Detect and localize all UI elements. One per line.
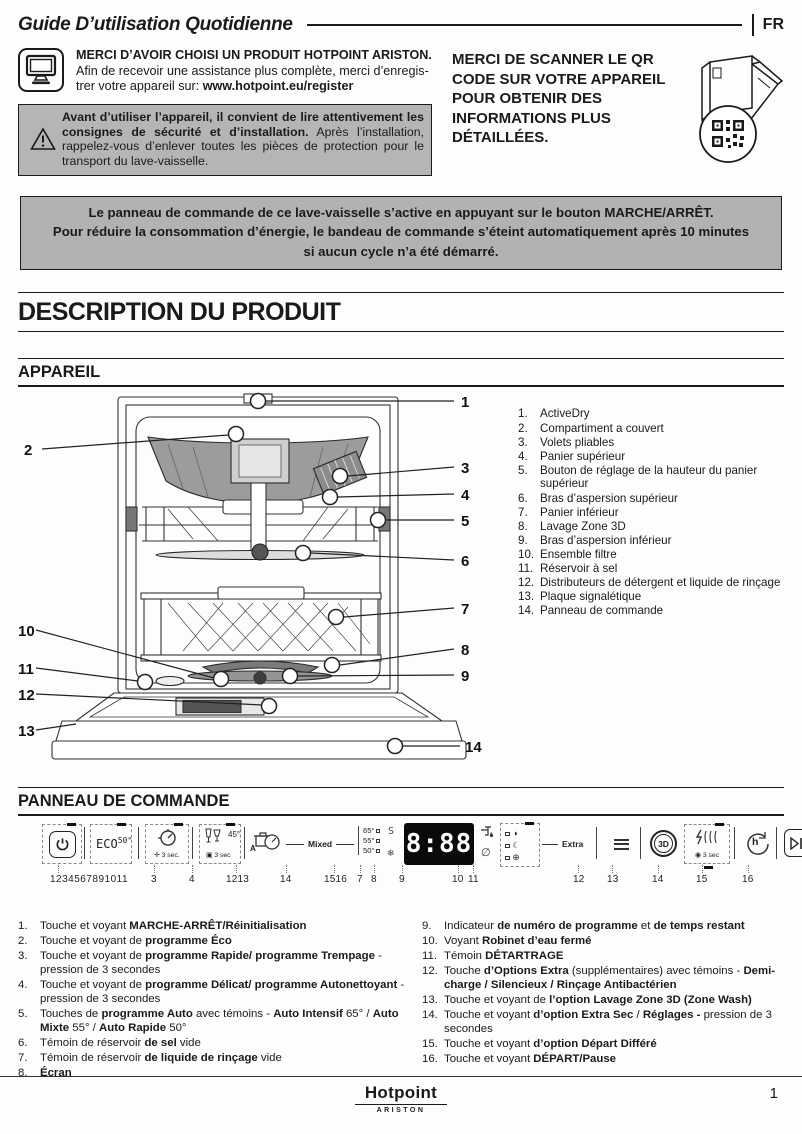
diagram-callout-1: 1 <box>461 394 470 412</box>
diagram-callout-10: 10 <box>18 623 35 641</box>
section-title-panneau: PANNEAU DE COMMANDE <box>18 788 784 816</box>
item-number: 13. <box>518 590 535 604</box>
legend-item <box>422 1009 784 1037</box>
warning-bold: Avant d’utiliser l’appareil, il convient de lire attentivement les consignes de sécurité et d’installation. <box>62 109 424 139</box>
item-text: Bouton de réglage de la hauteur du panier supérieur <box>540 463 758 491</box>
panel-callout-cluster: 1234567891011 <box>50 874 129 886</box>
zone-wash-3d-icon: 3D <box>650 830 677 857</box>
legend-item-number: 11. <box>422 950 437 963</box>
legend-item-text: Touche et voyant de programme Rapide/ programme Trempage - pression de 3 secondes <box>40 950 382 977</box>
diagram-callout-7: 7 <box>461 601 470 619</box>
appareil-section <box>18 389 784 769</box>
option-half-load: ◑ <box>505 827 539 839</box>
legend-item-text: Touche et voyant MARCHE-ARRÊT/Réinitialisation <box>40 920 307 933</box>
mixed-line-left <box>286 844 304 845</box>
silent-led <box>505 844 510 849</box>
appareil-list-item <box>516 590 786 604</box>
legend-item-number: 4. <box>18 979 28 992</box>
panel-callout-10: 10 <box>452 874 464 886</box>
legend-item <box>422 994 784 1008</box>
appareil-list-item <box>516 604 786 618</box>
section-appareil-rule <box>18 358 784 387</box>
temp-55-led <box>376 839 380 843</box>
temp-50: 50° <box>363 846 380 856</box>
legend-item <box>18 1037 410 1051</box>
item-number: 12. <box>518 576 535 590</box>
appareil-list-item <box>516 450 786 464</box>
legend-item-text: Témoin DÉTARTRAGE <box>444 950 564 963</box>
panel-callout-4: 4 <box>189 874 195 886</box>
dishwasher-diagram <box>18 389 510 769</box>
legend-item-text: Touches de programme Auto avec témoins - Auto Intensif 65° / Auto Mixte 55° / Auto Rapide 50° <box>40 1007 399 1034</box>
appareil-parts-list <box>516 407 786 769</box>
half-load-led <box>505 832 510 837</box>
legend-item-number: 9. <box>422 920 432 933</box>
appareil-list-item <box>516 548 786 562</box>
item-text: Réservoir à sel <box>540 562 618 575</box>
item-number: 7. <box>518 505 528 519</box>
rapide-icon <box>158 829 178 847</box>
thanks-bold: MERCI D’AVOIR CHOISI UN PRODUIT HOTPOINT ARISTON. <box>76 48 432 62</box>
item-text: Bras d’aspersion supérieur <box>540 491 678 505</box>
intro-section <box>18 48 784 176</box>
glass-icons <box>204 828 230 844</box>
panel-divider <box>138 827 139 859</box>
power-icon <box>49 831 76 858</box>
auto-program-icon <box>250 828 280 854</box>
legend-item-text: Touche et voyant de l’option Lavage Zone 3D (Zone Wash) <box>444 994 752 1006</box>
auto-temps-list <box>358 826 380 855</box>
legend-item-number: 1. <box>18 920 28 933</box>
intro-left <box>18 48 432 176</box>
legend-item-text: Voyant Robinet d’eau fermé <box>444 935 592 948</box>
qr-instruction-text: MERCI DE SCANNER LE QR CODE SUR VOTRE APPAREIL POUR OBTENIR DES INFORMATIONS PLUS DÉTAILLÉES. <box>452 51 666 146</box>
appareil-list-item <box>516 436 786 450</box>
diagram-callout-11: 11 <box>18 661 34 679</box>
callout-leader <box>192 865 193 873</box>
diagram-callout-9: 9 <box>461 668 470 686</box>
panel-callout-14: 14 <box>280 874 292 886</box>
appareil-list-item <box>516 576 786 590</box>
panel-divider <box>244 827 245 859</box>
extra-options-box <box>500 823 540 867</box>
legend-item-number: 6. <box>18 1036 28 1049</box>
extra-sec-icon <box>695 829 719 845</box>
seven-segment-display: 8:88 <box>404 823 474 865</box>
eco-temp: 50° <box>117 836 133 846</box>
legend-item <box>422 920 784 934</box>
monitor-icon <box>18 48 64 92</box>
callout-leader <box>658 865 659 873</box>
callout-leader <box>702 865 703 873</box>
appareil-list-item <box>516 520 786 534</box>
mixed-label: Mixed <box>308 839 333 850</box>
item-text: Lavage Zone 3D <box>540 519 626 533</box>
callout-leader <box>154 865 155 873</box>
panel-callout-9: 9 <box>399 874 405 886</box>
diagram-callout-3: 3 <box>461 460 470 478</box>
panel-callout-13: 13 <box>607 874 619 886</box>
water-tap-icon <box>480 826 495 839</box>
legend-item <box>18 950 410 978</box>
legend-item <box>422 935 784 949</box>
mixed-line-right <box>336 844 354 845</box>
brand-subname: ARISTON <box>376 1107 426 1114</box>
appareil-list-item <box>516 464 786 491</box>
item-text: Ensemble filtre <box>540 547 617 561</box>
register-note <box>18 48 432 95</box>
thanks-line1: Afin de recevoir une assistance plus complète, merci d’enregis- <box>76 63 429 78</box>
panel-callout-1516: 1516 <box>324 874 348 886</box>
item-text: Bras d’aspersion inférieur <box>540 533 672 547</box>
extra-sec-hold-label: ◉ 3 sec <box>695 852 720 860</box>
appareil-list-item <box>516 534 786 548</box>
panel-legend <box>18 920 784 1081</box>
item-text: Panier inférieur <box>540 505 619 519</box>
item-number: 9. <box>518 533 528 547</box>
legend-item-text: Témoin de réservoir de liquide de rinçage vide <box>40 1051 282 1064</box>
safety-warning-box <box>18 104 432 176</box>
item-text: Volets pliables <box>540 435 615 449</box>
temp-50-led <box>376 849 380 853</box>
rinse-aid-indicator: ❄ <box>387 848 395 859</box>
eco-label: ECO <box>96 837 118 852</box>
callout-leader <box>612 865 613 873</box>
callout-leader <box>374 865 375 873</box>
delicat-hold-label: ▣ 3 sec <box>206 852 231 860</box>
legend-item <box>18 1008 410 1036</box>
panel-divider <box>640 827 641 859</box>
legend-right-column <box>422 920 784 1081</box>
diagram-callout-4: 4 <box>461 487 470 505</box>
warning-text <box>62 110 424 169</box>
delay-start-icon: h <box>744 830 770 856</box>
section-title-description: DESCRIPTION DU PRODUIT <box>18 293 784 332</box>
item-text: Panneau de commande <box>540 604 664 618</box>
banner-line2: Pour réduire la consommation d’énergie, le bandeau de commande s’éteint automatiquement après 10 minutes <box>52 224 750 240</box>
diagram-callout-8: 8 <box>461 642 470 660</box>
panel-callout-16: 16 <box>742 874 754 886</box>
callout-leader <box>473 865 474 873</box>
appareil-list-item <box>516 492 786 506</box>
intro-right <box>452 48 784 176</box>
warning-rest: Après l’installation, rappelez-vous d’enlever toutes les pièces de protection pour le transport du lave-vaisselle. <box>62 124 424 169</box>
extra-label: Extra <box>562 839 584 850</box>
temp-65: 65° <box>363 826 380 836</box>
power-info-banner <box>20 196 782 271</box>
panel-callout-12: 12 <box>573 874 585 886</box>
page-footer <box>0 1076 802 1114</box>
item-text: ActiveDry <box>540 407 590 421</box>
legend-item <box>18 1052 410 1066</box>
item-number: 14. <box>518 604 535 618</box>
legend-item-number: 14. <box>422 1008 438 1021</box>
callout-leader <box>58 865 59 873</box>
legend-item-text: Touche et voyant d’option Départ Différé <box>444 1037 657 1050</box>
panel-divider <box>192 827 193 859</box>
banner-line1: Le panneau de commande de ce lave-vaisselle s’active en appuyant sur le bouton MARCHE/ARRÊT. <box>88 204 714 220</box>
item-number: 6. <box>518 491 528 505</box>
legend-item-number: 16. <box>422 1052 438 1065</box>
header-rule <box>307 24 742 26</box>
appareil-list-item <box>516 562 786 576</box>
legend-item-number: 15. <box>422 1037 438 1050</box>
start-pause-icon <box>784 829 802 857</box>
legend-item-number: 8. <box>18 1066 28 1079</box>
legend-item-number: 3. <box>18 950 28 963</box>
legend-left-column <box>18 920 410 1081</box>
salt-indicator: S <box>388 826 395 838</box>
legend-item <box>422 1053 784 1067</box>
delicat-program-box <box>199 824 241 864</box>
panel-callout-7: 7 <box>357 874 363 886</box>
rapide-program-box <box>145 824 189 864</box>
register-url: www.hotpoint.eu/register <box>202 79 354 94</box>
callout-leader <box>360 865 361 873</box>
callout-leader <box>578 865 579 873</box>
register-text <box>76 48 432 95</box>
callout-leader <box>236 865 237 873</box>
appareil-list-item <box>516 407 786 421</box>
banner-line3: si aucun cycle n’a été démarré. <box>303 243 499 259</box>
item-number: 4. <box>518 449 528 463</box>
legend-item-text: Touche et voyant d’option Extra Sec / Réglages - pression de 3 secondes <box>444 1008 772 1035</box>
page-title: Guide D’utilisation Quotidienne <box>18 14 293 35</box>
callout-leader <box>458 865 459 873</box>
eco-program-box <box>90 824 132 864</box>
section-panneau-rule <box>18 787 784 816</box>
power-button-box <box>42 824 82 864</box>
diagram-callout-13: 13 <box>18 723 35 741</box>
panel-callout-14b: 14 <box>652 874 664 886</box>
appareil-list-item <box>516 506 786 520</box>
delicat-temp: 45° <box>228 830 241 840</box>
panel-divider <box>596 827 597 859</box>
brand-name: Hotpoint <box>355 1083 447 1105</box>
brand-logo <box>326 1083 476 1114</box>
item-number: 8. <box>518 519 528 533</box>
panel-callout-15: 15 <box>696 874 708 886</box>
panel-callout-8: 8 <box>371 874 377 886</box>
diagram-callout-12: 12 <box>18 687 35 705</box>
panel-callout-1213: 1213 <box>226 874 250 886</box>
legend-item-text: Écran <box>40 1066 72 1079</box>
auto-letter: A <box>250 844 256 854</box>
legend-item-number: 12. <box>422 965 438 978</box>
legend-item-text: Touche et voyant de programme Éco <box>40 935 232 948</box>
panel-callout-3: 3 <box>151 874 157 886</box>
panel-divider <box>776 827 777 859</box>
legend-item-number: 2. <box>18 935 28 948</box>
legend-item-text: Indicateur de numéro de programme et de temps restant <box>444 920 745 933</box>
legend-item-number: 10. <box>422 935 438 948</box>
panel-divider <box>734 827 735 859</box>
callout-leader <box>402 865 403 873</box>
legend-item <box>422 965 784 993</box>
item-number: 10. <box>518 547 535 561</box>
legend-item <box>422 950 784 964</box>
legend-item <box>18 920 410 934</box>
diagram-callout-6: 6 <box>461 553 470 571</box>
legend-item <box>422 1038 784 1052</box>
item-number: 2. <box>518 421 528 435</box>
panel-callout-11: 11 <box>468 874 479 886</box>
item-number: 3. <box>518 435 528 449</box>
callout-leader <box>286 865 287 873</box>
warning-triangle-icon <box>24 127 62 151</box>
temp-55: 55° <box>363 836 380 846</box>
item-text: Panier supérieur <box>540 449 626 463</box>
item-number: 11. <box>518 562 534 575</box>
diagram-callout-2: 2 <box>24 442 33 460</box>
item-text: Compartiment a couvert <box>540 421 664 435</box>
extra-line <box>542 844 558 845</box>
language-badge: FR <box>752 14 784 36</box>
legend-item-number: 13. <box>422 994 438 1006</box>
antibacterial-led <box>505 856 510 861</box>
item-number: 1. <box>518 407 528 421</box>
dishwasher-qr-illustration <box>688 50 784 176</box>
legend-item-text: Touche et voyant de programme Délicat/ programme Autonettoyant - pression de 3 secondes <box>40 979 405 1005</box>
legend-item-text: Touche et voyant DÉPART/Pause <box>444 1052 617 1065</box>
option-silent: ☾ <box>505 839 539 851</box>
options-extra-icon <box>614 836 629 852</box>
legend-item-number: 7. <box>18 1051 28 1064</box>
option-antibacterial: ⊕ <box>505 851 539 863</box>
diagram-callout-5: 5 <box>461 513 470 531</box>
item-text: Distributeurs de détergent et liquide de rinçage <box>540 576 781 590</box>
section-description-rule <box>18 292 784 332</box>
panel-divider <box>84 827 85 859</box>
legend-item-text: Témoin de réservoir de sel vide <box>40 1036 201 1049</box>
rapide-hold-label: ✛ 3 sec. <box>154 852 180 860</box>
legend-item-text: Touche d’Options Extra (supplémentaires) avec témoins - Demi-charge / Silencieux / Rinçage Antibactérien <box>444 965 776 992</box>
legend-item <box>18 979 410 1007</box>
callout-leader <box>748 865 749 873</box>
item-text: Plaque signalétique <box>540 590 642 604</box>
legend-item <box>18 935 410 949</box>
page-header <box>18 14 784 36</box>
callout-leader <box>334 865 335 873</box>
control-panel-diagram <box>18 822 784 904</box>
diagram-callout-14: 14 <box>465 739 482 757</box>
section-title-appareil: APPAREIL <box>18 359 784 387</box>
page-number: 1 <box>769 1085 778 1102</box>
detartrage-icon: ∅ <box>481 847 491 860</box>
appareil-list-item <box>516 422 786 436</box>
temp-65-led <box>376 829 380 833</box>
legend-item-number: 5. <box>18 1007 28 1020</box>
item-number: 5. <box>518 463 528 477</box>
extra-sec-box <box>684 824 730 864</box>
thanks-line2: trer votre appareil sur: <box>76 79 203 94</box>
